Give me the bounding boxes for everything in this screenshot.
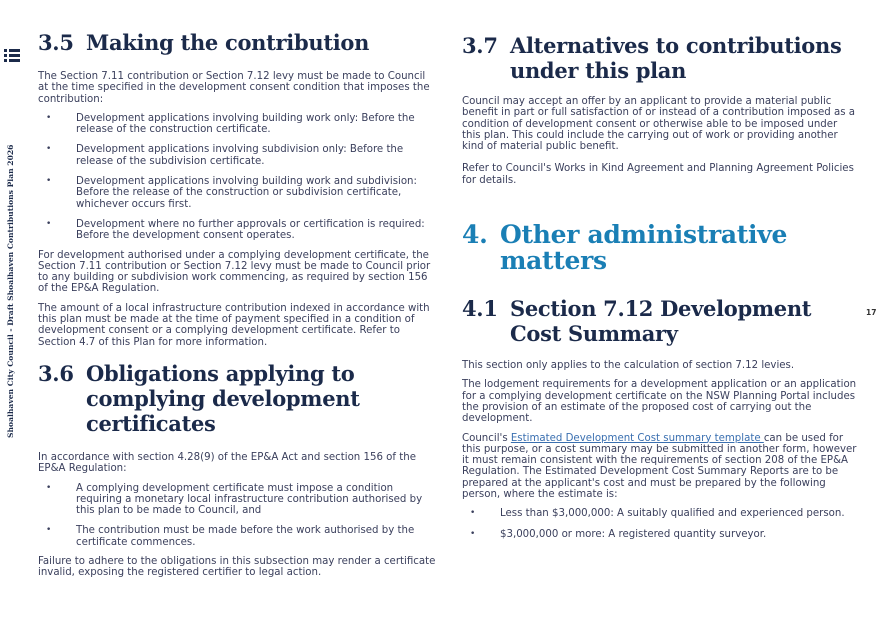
- list-item: • A complying development certificate must impose a condition requiring a monetary local infrastructure contribution authorised by this plan to be made to Council, and: [46, 482, 423, 517]
- list-item: • Development applications involving building work and subdivision: Before the release of the construction or subdivision certificate, whichever occurs first.: [46, 176, 417, 210]
- section-4-1-list: [462, 508, 857, 540]
- section-3-7-heading: [462, 33, 857, 83]
- section-3-7-paragraph: Council may accept an offer by an applicant to provide a material public benefit in part or full satisfaction of or instead of a contribution imposed as a condition of development consent or otherwise able to be imposed under this plan. This could include the carrying out of work or providing another kind of material public benefit.: [462, 96, 856, 153]
- left-column: [38, 30, 438, 579]
- section-3-5-heading: [38, 30, 438, 55]
- list-item: • Development applications involving building work only: Before the release of the construction certificate.: [46, 112, 415, 136]
- list-item: • The contribution must be made before the work authorised by the certificate commences.: [46, 525, 415, 548]
- right-column: [462, 33, 857, 540]
- section-title: Section 7.12 Development Cost Summary: [510, 296, 812, 347]
- section-title: Alternatives to contributions under this plan: [510, 33, 842, 83]
- section-3-5-paragraph: For development authorised under a complying development certificate, the Section 7.11 contribution or Section 7.12 levy must be made to Council prior to any building or subdivision work commencing, as required by section 156 of the EP&A Regulation.: [38, 249, 431, 295]
- section-3-6-heading: [38, 361, 438, 436]
- list-item: • Less than $3,000,000: A suitably qualified and experienced person.: [470, 508, 845, 520]
- list-item: • $3,000,000 or more: A registered quantity surveyor.: [470, 528, 767, 540]
- section-number: 3.6: [38, 360, 74, 386]
- section-4-1-paragraph: The lodgement requirements for a development application or an application for a complying development certificate on the NSW Planning Portal includes the provision of an estimate of the proposed cost of carrying out the development.: [462, 379, 857, 425]
- section-number: 4.1: [462, 296, 498, 322]
- section-title: Obligations applying to complying development certificates: [86, 360, 360, 436]
- section-4-1-heading: [462, 296, 857, 346]
- section-number: 3.5: [38, 30, 74, 55]
- section-3-6-list: [38, 483, 438, 548]
- section-3-6-paragraph: Failure to adhere to the obligations in this subsection may render a certificate invalid, exposing the registered certifier to legal action.: [38, 556, 436, 579]
- section-4-1-paragraph: This section only applies to the calculation of section 7.12 levies.: [462, 360, 795, 372]
- section-4-1-paragraph-with-link: Council's Estimated Development Cost summary template can be used for this purpose, or a cost summary may be submitted in another form, however it must remain consistent with the requirements of section 208 of the EP&A Regulation. The Estimated Development Cost Summary Reports are to be prepared at the applicant's cost and must be prepared by the following person, where the estimate is:: [462, 432, 857, 501]
- section-title: Making the contribution: [86, 30, 370, 55]
- chapter-4-heading: [462, 222, 857, 274]
- section-3-7-paragraph: Refer to Council's Works in Kind Agreement and Planning Agreement Policies for details.: [462, 163, 854, 186]
- list-item: • Development where no further approvals or certification is required: Before the development consent operates.: [46, 218, 425, 242]
- document-title-vertical: Shoalhaven City Council - Draft Shoalhaven Contributions Plan 2026: [6, 144, 15, 438]
- section-3-5-intro: The Section 7.11 contribution or Section 7.12 levy must be made to Council at the time specified in the development consent condition that imposes the contribution:: [38, 71, 430, 105]
- section-3-6-intro: In accordance with section 4.28(9) of the EP&A Act and section 156 of the EP&A Regulation:: [38, 451, 416, 475]
- section-number: 3.7: [462, 33, 498, 58]
- page-number: 17: [866, 308, 877, 317]
- section-3-5-paragraph: The amount of a local infrastructure contribution indexed in accordance with this plan must be made at the time of payment specified in a condition of development consent or a complying development certificate. Refer to Section 4.7 of this Plan for more information.: [38, 302, 430, 348]
- table-of-contents-icon[interactable]: [4, 49, 20, 63]
- chapter-title: Other administrative matters: [500, 220, 788, 276]
- chapter-number: 4.: [462, 220, 488, 250]
- list-item: • Development applications involving subdivision only: Before the release of the subdivision certificate.: [46, 144, 404, 167]
- estimated-development-cost-template-link[interactable]: Estimated Development Cost summary template: [510, 432, 764, 444]
- section-3-5-list: [38, 113, 438, 242]
